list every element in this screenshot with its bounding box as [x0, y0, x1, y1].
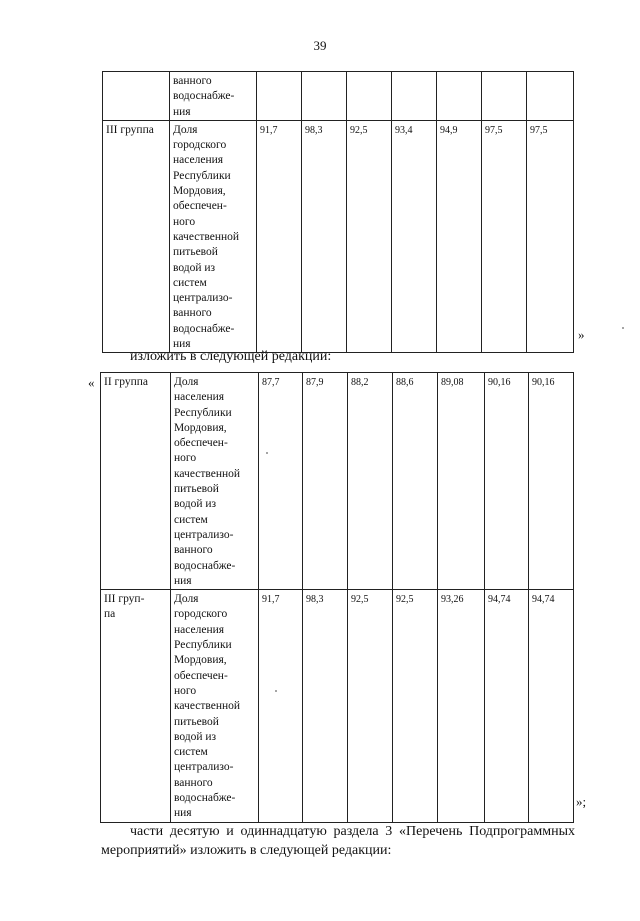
group-cell: III группа: [103, 120, 170, 352]
value-cell: 90,16: [485, 373, 529, 590]
value-cell: 87,9: [303, 373, 348, 590]
group-cell: [103, 72, 170, 121]
closing-paragraph: части десятую и одиннадцатую раздела 3 «Перечень Подпрограммных мероприятий» изложить в следующей редакции:: [101, 824, 575, 858]
table-row: [101, 373, 574, 590]
continued-indicator-table: [102, 71, 574, 353]
value-cell: 92,5: [348, 590, 393, 822]
value-cell: 91,7: [257, 120, 302, 352]
value-cell: 93,4: [392, 120, 437, 352]
value-cell: [527, 72, 574, 121]
value-cell: 94,9: [437, 120, 482, 352]
indicator-cell: Доля городского населения Республики Мордовия, обеспечен- ного качественной питьевой водой из систем централизо- ванного водоснабже- ния: [171, 590, 259, 822]
value-cell: 97,5: [527, 120, 574, 352]
value-cell: 93,26: [438, 590, 485, 822]
indicator-cell: Доля городского населения Республики Мордовия, обеспечен- ного качественной питьевой водой из систем централизо- ванного водоснабже- ния: [170, 120, 257, 352]
opening-quote: «: [88, 375, 95, 390]
group-cell: II группа: [101, 373, 171, 590]
value-cell: [392, 72, 437, 121]
closing-quote: »;: [576, 794, 587, 809]
value-cell: 88,6: [393, 373, 438, 590]
group-cell: III груп- па: [101, 590, 171, 822]
value-cell: [347, 72, 392, 121]
scan-speck: [275, 690, 277, 692]
value-cell: 92,5: [347, 120, 392, 352]
value-cell: 98,3: [303, 590, 348, 822]
table-row: [101, 590, 574, 822]
page-number: 39: [313, 38, 327, 53]
table-row: [103, 120, 574, 352]
value-cell: [302, 72, 347, 121]
value-cell: [482, 72, 527, 121]
table-row: [103, 72, 574, 121]
value-cell: 94,74: [485, 590, 529, 822]
value-cell: 98,3: [302, 120, 347, 352]
value-cell: 91,7: [259, 590, 303, 822]
closing-quote: »: [578, 327, 585, 342]
new-indicator-table: [100, 372, 574, 823]
instruction-text: изложить в следующей редакции:: [130, 349, 332, 364]
value-cell: 97,5: [482, 120, 527, 352]
value-cell: [437, 72, 482, 121]
value-cell: 92,5: [393, 590, 438, 822]
value-cell: 90,16: [529, 373, 574, 590]
value-cell: 89,08: [438, 373, 485, 590]
value-cell: 87,7: [259, 373, 303, 590]
scan-speck: [622, 327, 624, 329]
indicator-cell: Доля населения Республики Мордовия, обеспечен- ного качественной питьевой водой из систем централизо- ванного водоснабже- ния: [171, 373, 259, 590]
value-cell: [257, 72, 302, 121]
indicator-cell: ванного водоснабже- ния: [170, 72, 257, 121]
scan-speck: [266, 452, 268, 454]
value-cell: 88,2: [348, 373, 393, 590]
value-cell: 94,74: [529, 590, 574, 822]
